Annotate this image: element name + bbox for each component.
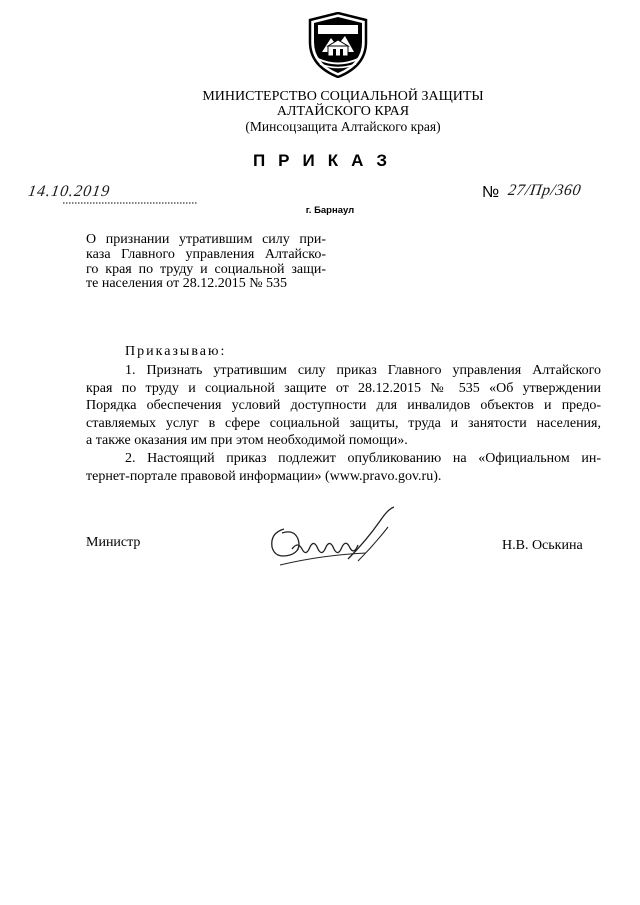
signatory-position: Министр	[86, 535, 141, 550]
paragraph-1	[86, 362, 601, 450]
paragraph-line: а также оказания им при этом необходимой помощи».	[86, 433, 408, 449]
subject	[86, 233, 326, 292]
number-label: №	[482, 184, 500, 201]
paragraph-2	[86, 450, 601, 485]
paragraph-line: Порядка обеспечения условий доступности для инвалидов объектов и предо-	[86, 398, 601, 414]
paragraph-line: 1. Признать утратившим силу приказ Главного управления Алтайского	[125, 363, 601, 378]
handwritten-date: 14.10.2019	[26, 183, 112, 200]
signatory-name: Н.В. Оськина	[502, 538, 583, 553]
org-name-line2: АЛТАЙСКОГО КРАЯ	[276, 104, 410, 119]
org-short-name: (Минсоцзащита Алтайского края)	[245, 119, 441, 134]
document-title: ПРИКАЗ	[252, 151, 401, 170]
subject-line: те населения от 28.12.2015 № 535	[86, 276, 288, 292]
handwritten-number: 27/Пр/360	[506, 182, 583, 199]
paragraph-line: ставляемых услуг в сфере социальной защиты, труда и занятости населения,	[86, 415, 601, 431]
subject-line: го края по труду и социальной защи-	[86, 261, 326, 277]
coat-of-arms-icon	[306, 12, 370, 78]
subject-line: каза Главного управления Алтайско-	[86, 246, 326, 262]
subject-line: О признании утратившим силу при-	[86, 232, 326, 247]
handwritten-signature-icon	[262, 505, 407, 570]
paragraph-line: тернет-портале правовой информации» (www.pravo.gov.ru).	[86, 468, 442, 484]
paragraph-line: 2. Настоящий приказ подлежит опубликованию на «Официальном ин-	[125, 451, 601, 466]
org-name-line1: МИНИСТЕРСТВО СОЦИАЛЬНОЙ ЗАЩИТЫ	[202, 89, 484, 104]
city: г. Барнаул	[305, 205, 355, 216]
prikazyvayu-label: Приказываю:	[125, 344, 227, 359]
paragraph-line: края по труду и социальной защите от 28.12.2015 № 535 «Об утверждении	[86, 380, 601, 396]
